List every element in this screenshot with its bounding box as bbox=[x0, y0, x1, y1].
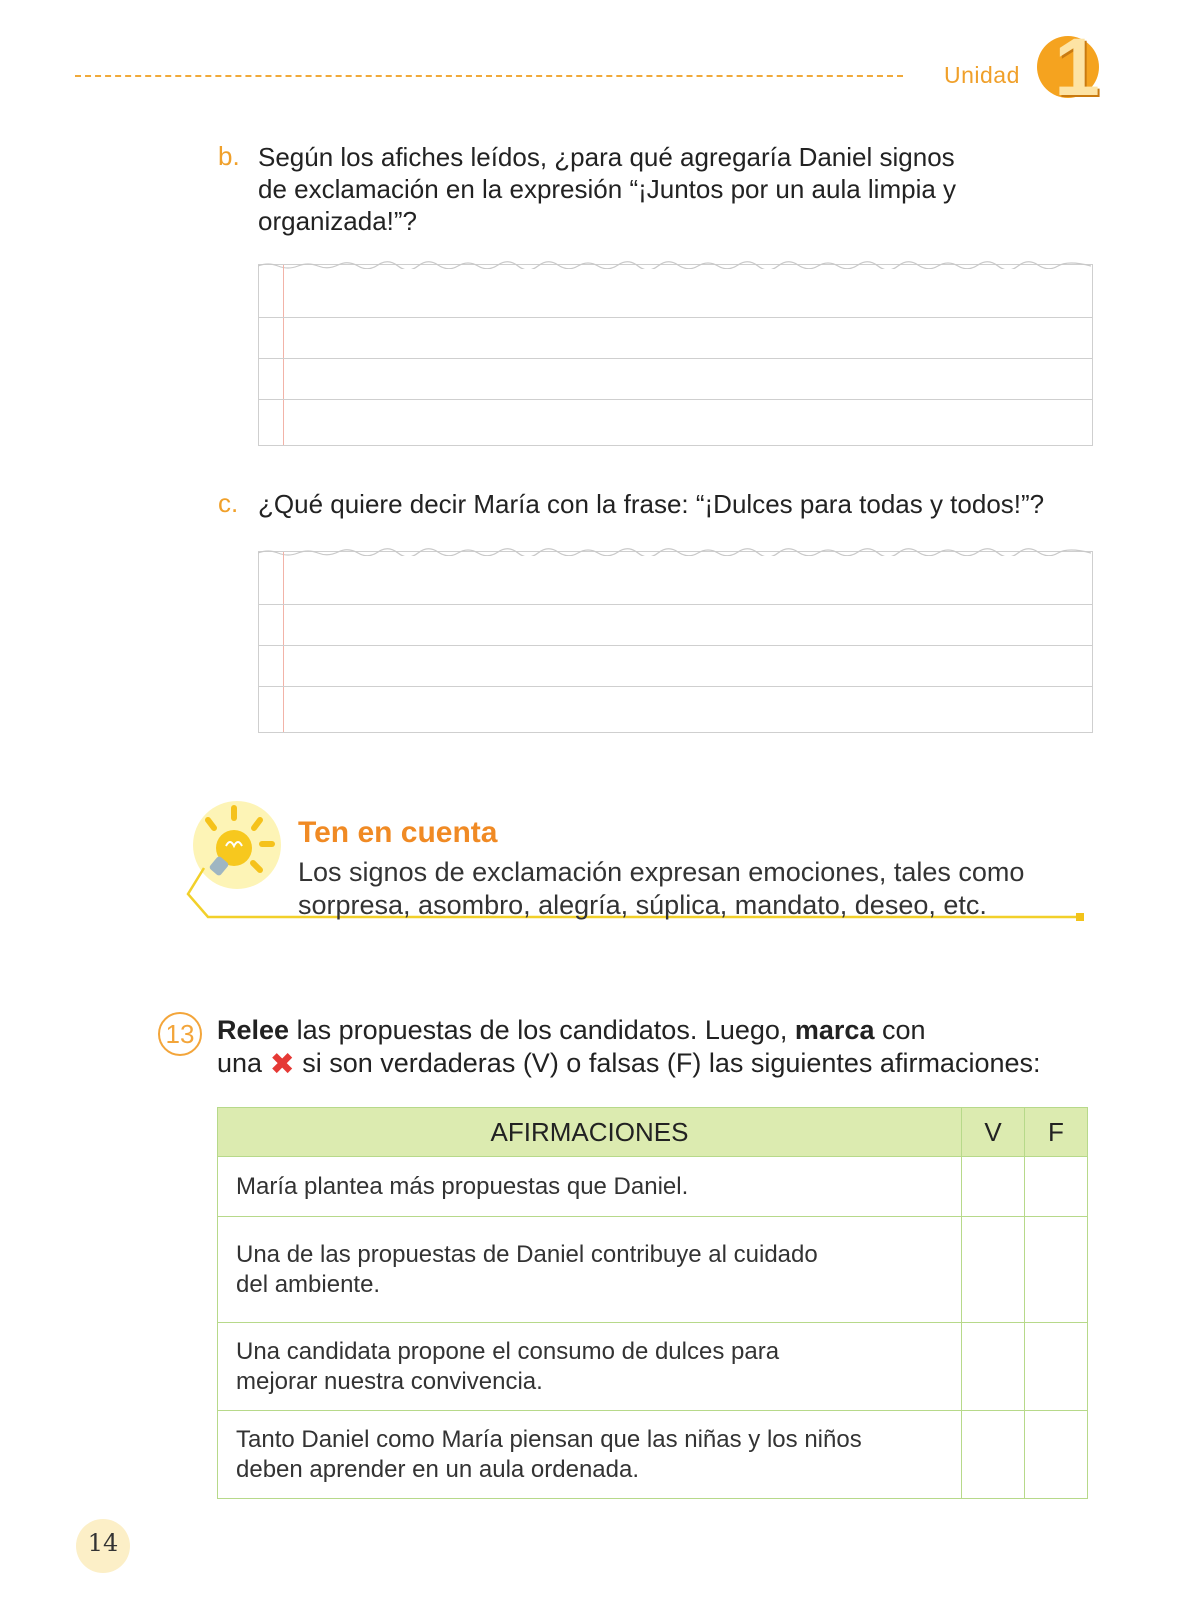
ruled-line bbox=[259, 317, 1092, 318]
tip-line: sorpresa, asombro, alegría, súplica, mandato, deseo, etc. bbox=[298, 890, 987, 920]
ruled-line bbox=[259, 604, 1092, 605]
unit-label: Unidad bbox=[944, 62, 1020, 88]
statement-line: Tanto Daniel como María piensan que las niñas y los niños bbox=[236, 1425, 862, 1453]
checkbox-f[interactable] bbox=[1025, 1323, 1088, 1411]
table-header-f: F bbox=[1025, 1108, 1088, 1157]
statement-line: María plantea más propuestas que Daniel. bbox=[236, 1172, 689, 1200]
statement-line: del ambiente. bbox=[236, 1270, 381, 1298]
checkbox-f[interactable] bbox=[1025, 1411, 1088, 1499]
margin-line bbox=[283, 552, 284, 732]
activity-text: las propuestas de los candidatos. Luego, bbox=[289, 1015, 795, 1045]
tip-text bbox=[298, 856, 1118, 922]
checkbox-f[interactable] bbox=[1025, 1217, 1088, 1323]
activity-text: una bbox=[217, 1048, 270, 1078]
table-header-afirmaciones: AFIRMACIONES bbox=[218, 1108, 962, 1157]
question-b-line: organizada!”? bbox=[258, 206, 417, 236]
activity-line-1 bbox=[217, 1014, 1117, 1047]
checkbox-v[interactable] bbox=[962, 1411, 1025, 1499]
checkbox-v[interactable] bbox=[962, 1157, 1025, 1217]
unit-number: 1 bbox=[1054, 22, 1100, 113]
checkbox-f[interactable] bbox=[1025, 1157, 1088, 1217]
x-mark-icon: ✖ bbox=[269, 1048, 295, 1081]
table-header-v: V bbox=[962, 1108, 1025, 1157]
statements-table bbox=[217, 1107, 1088, 1499]
statement-cell bbox=[218, 1411, 962, 1499]
torn-edge bbox=[258, 261, 1091, 269]
activity-bold-marca: marca bbox=[794, 1015, 875, 1045]
answer-box-c[interactable] bbox=[258, 551, 1093, 733]
statement-cell bbox=[218, 1217, 962, 1323]
checkbox-v[interactable] bbox=[962, 1323, 1025, 1411]
tip-title: Ten en cuenta bbox=[298, 816, 498, 849]
question-b-text bbox=[258, 141, 1088, 237]
statement-cell bbox=[218, 1157, 962, 1217]
margin-line bbox=[283, 265, 284, 445]
question-b-letter: b. bbox=[218, 141, 240, 171]
activity-bold-relee: Relee bbox=[217, 1015, 290, 1045]
ruled-line bbox=[259, 358, 1092, 359]
statement-line: mejorar nuestra convivencia. bbox=[236, 1367, 543, 1395]
statement-line: deben aprender en un aula ordenada. bbox=[236, 1455, 640, 1483]
table-row bbox=[218, 1411, 1088, 1499]
header-dashed-rule bbox=[75, 75, 903, 77]
ruled-line bbox=[259, 686, 1092, 687]
answer-box-b[interactable] bbox=[258, 264, 1093, 446]
question-c-text: ¿Qué quiere decir María con la frase: “¡Dulces para todas y todos!”? bbox=[258, 489, 1045, 519]
tip-line: Los signos de exclamación expresan emociones, tales como bbox=[298, 857, 1025, 887]
question-b-line: Según los afiches leídos, ¿para qué agregaría Daniel signos bbox=[258, 142, 955, 172]
table-row bbox=[218, 1217, 1088, 1323]
table-row bbox=[218, 1157, 1088, 1217]
question-b-line: de exclamación en la expresión “¡Juntos por un aula limpia y bbox=[258, 174, 957, 204]
statement-line: Una candidata propone el consumo de dulces para bbox=[236, 1337, 780, 1365]
torn-edge bbox=[258, 548, 1091, 556]
activity-instructions bbox=[217, 1014, 1117, 1080]
activity-text: si son verdaderas (V) o falsas (F) las siguientes afirmaciones: bbox=[294, 1048, 1041, 1078]
activity-line-2 bbox=[217, 1047, 1117, 1080]
question-c-letter: c. bbox=[218, 488, 239, 518]
table-row bbox=[218, 1323, 1088, 1411]
page-number: 14 bbox=[87, 1529, 119, 1557]
ruled-line bbox=[259, 399, 1092, 400]
activity-number: 13 bbox=[158, 1012, 202, 1056]
statement-cell bbox=[218, 1323, 962, 1411]
checkbox-v[interactable] bbox=[962, 1217, 1025, 1323]
statement-line: Una de las propuestas de Daniel contribuye al cuidado bbox=[236, 1240, 818, 1268]
ruled-line bbox=[259, 645, 1092, 646]
activity-text: con bbox=[874, 1015, 926, 1045]
